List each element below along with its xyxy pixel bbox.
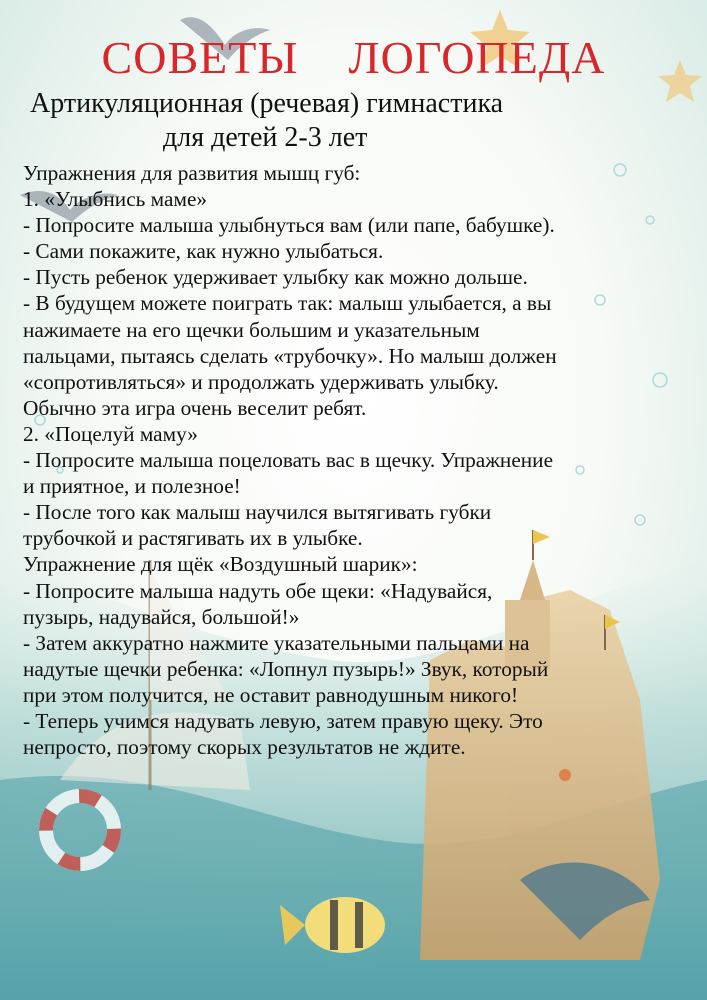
- text-line: трубочкой и растягивать их в улыбке.: [23, 526, 363, 551]
- text-line: надутые щечки ребенка: «Лопнул пузырь!» Звук, который: [23, 656, 549, 681]
- text-line: Упражнения для развития мышц губ:: [23, 161, 361, 185]
- text-line: Упражнение для щёк «Воздушный шарик»:: [23, 552, 418, 577]
- subtitle-line-1: Артикуляционная (речевая) гимнастика: [30, 88, 504, 119]
- text-line: - Попросите малыша надуть обе щеки: «Надувайся,: [23, 578, 493, 603]
- page-title: СОВЕТЫ ЛОГОПЕДА: [101, 32, 606, 83]
- text-line: - После того как малыш научился вытягивать губки: [23, 500, 492, 525]
- text-line: 2. «Поцелуй маму»: [23, 421, 198, 446]
- text-line: - Попросите малыша поцеловать вас в щечку. Упражнение: [23, 448, 554, 473]
- text-line: - Теперь учимся надувать левую, затем правую щеку. Это: [23, 708, 543, 733]
- text-line: - Сами покажите, как нужно улыбаться.: [23, 239, 384, 264]
- text-line: пальцами, пытаясь сделать «трубочку». Но малыш должен: [23, 343, 557, 368]
- advice-text: [23, 160, 693, 760]
- text-line: Обычно эта игра очень веселит ребят.: [23, 395, 367, 420]
- text-line: пузырь, надувайся, большой!»: [23, 604, 300, 629]
- text-line: непросто, поэтому скорых результатов не ждите.: [23, 735, 466, 760]
- text-line: - Попросите малыша улыбнуться вам (или папе, бабушке).: [23, 213, 555, 238]
- text-line: 1. «Улыбнись маме»: [23, 187, 208, 212]
- text-line: - Пусть ребенок удерживает улыбку как можно дольше.: [23, 265, 528, 290]
- subtitle-line-2: для детей 2-3 лет: [163, 122, 368, 153]
- text-line: и приятное, и полезное!: [23, 474, 241, 499]
- text-line: - В будущем можете поиграть так: малыш улыбается, а вы: [23, 291, 552, 316]
- text-line: при этом получится, не оставит равнодушным никого!: [23, 682, 519, 707]
- text-line: - Затем аккуратно нажмите указательными пальцами на: [23, 630, 530, 655]
- text-line: нажимаете на его щечки большим и указательным: [23, 317, 480, 342]
- text-line: «сопротивляться» и продолжать удерживать улыбку.: [23, 369, 499, 394]
